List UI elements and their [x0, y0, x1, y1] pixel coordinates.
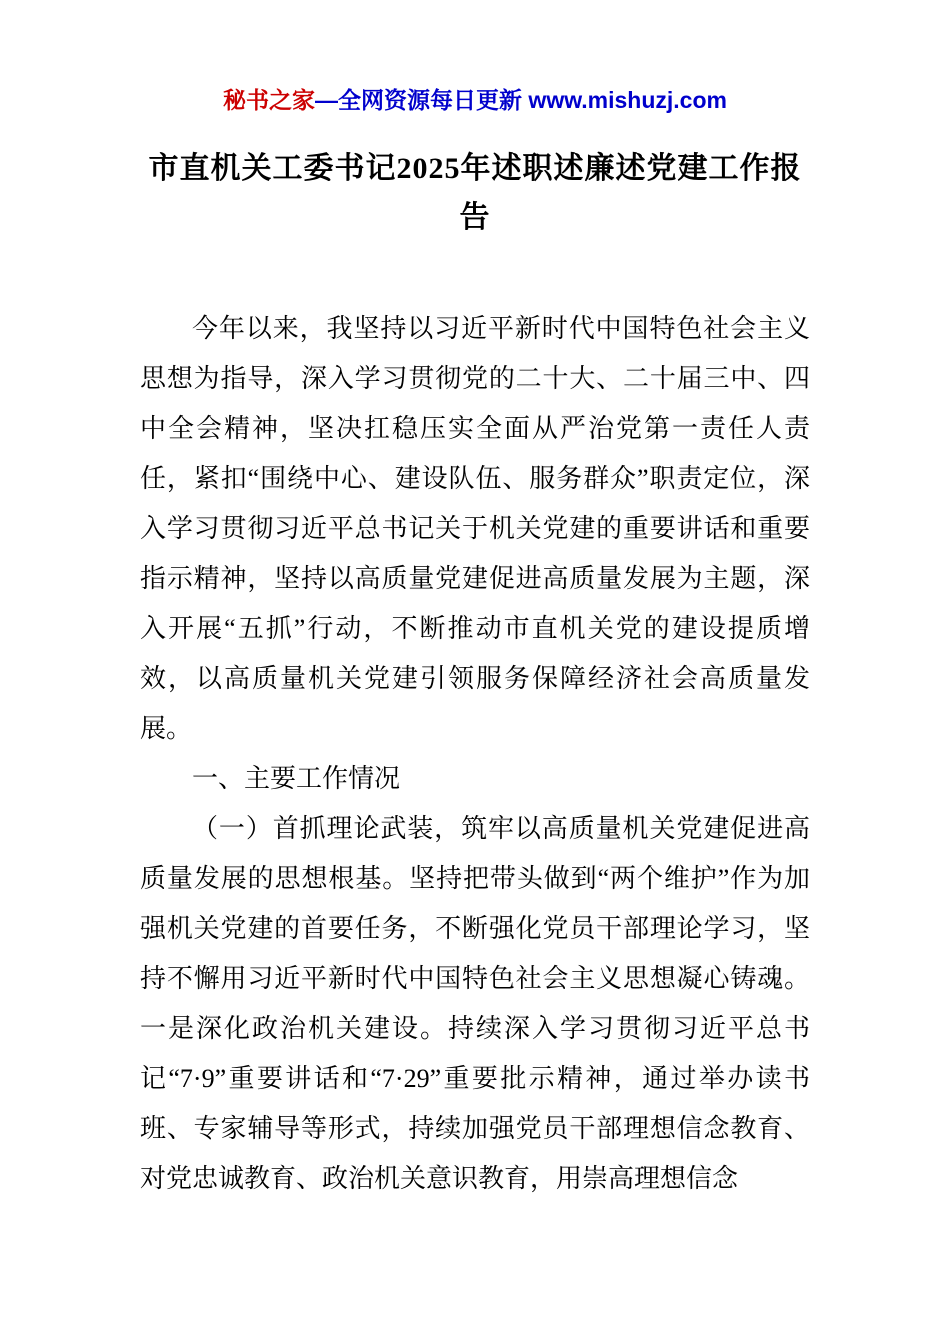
document-title: 市直机关工委书记2025年述职述廉述党建工作报告 [148, 152, 802, 234]
document-body [140, 304, 810, 1204]
paragraph-section-heading: 一、主要工作情况 [192, 764, 401, 794]
site-header [140, 82, 810, 115]
paragraph-intro: 今年以来，我坚持以习近平新时代中国特色社会主义思想为指导，深入学习贯彻党的二十大、二十届三中、四中全会精神，坚决扛稳压实全面从严治党第一责任人责任，紧扣“围绕中心、建设队伍、服务群众”职责定位，深入学习贯彻习近平总书记关于机关党建的重要讲话和重要指示精神，坚持以高质量党建促进高质量发展为主题，深入开展“五抓”行动，不断推动市直机关党的建设提质增效，以高质量机关党建引领服务保障经济社会高质量发展。 [140, 314, 810, 744]
brand-text: 秘书之家 [223, 87, 316, 113]
paragraph-section-one: （一）首抓理论武装，筑牢以高质量机关党建促进高质量发展的思想根基。坚持把带头做到“两个维护”作为加强机关党建的首要任务，不断强化党员干部理论学习，坚持不懈用习近平新时代中国特色社会主义思想凝心铸魂。一是深化政治机关建设。持续深入学习贯彻习近平总书记“7·9”重要讲话和“7·29”重要批示精神，通过举办读书班、专家辅导等形式，持续加强党员干部理想信念教育、对党忠诚教育、政治机关意识教育，用崇高理想信念 [140, 814, 810, 1194]
tagline-text: —全网资源每日更新 www.mishuzj.com [315, 87, 727, 113]
